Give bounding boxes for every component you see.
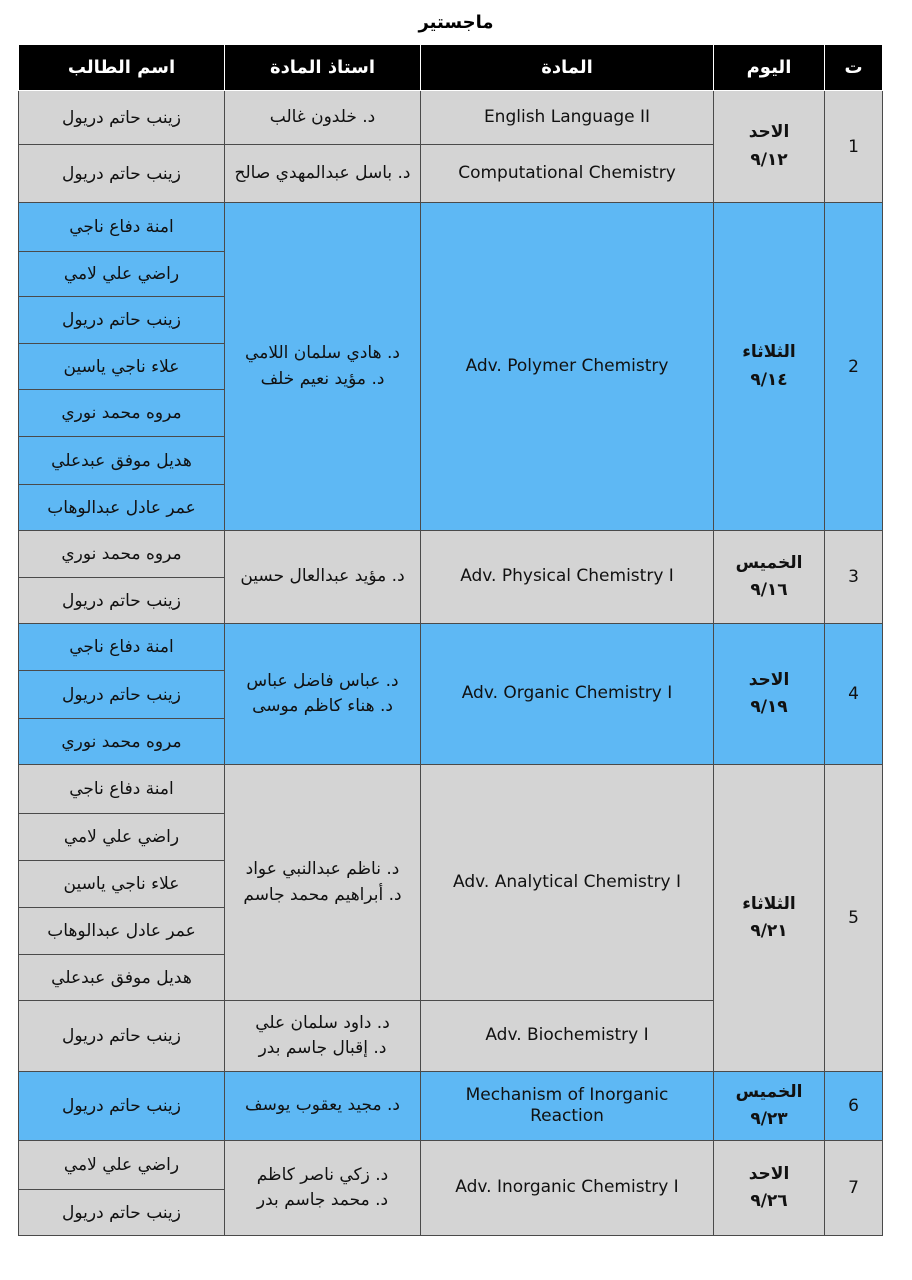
- student-name: عمر عادل عبدالوهاب: [19, 485, 225, 531]
- header-student: اسم الطالب: [19, 45, 225, 91]
- student-name: مروه محمد نوري: [19, 390, 225, 437]
- student-name: امنة دفاع ناجي: [19, 624, 225, 671]
- day-cell: [714, 765, 825, 1072]
- student-name: امنة دفاع ناجي: [19, 765, 225, 814]
- row-number: 3: [825, 531, 883, 624]
- row-number: 1: [825, 91, 883, 203]
- header-row: [19, 45, 883, 91]
- professor-cell: [225, 624, 421, 765]
- course-name: Adv. Physical Chemistry I: [421, 531, 714, 624]
- student-name: مروه محمد نوري: [19, 531, 225, 578]
- student-name: مروه محمد نوري: [19, 719, 225, 765]
- table-row: [19, 91, 883, 145]
- professor-name: د. مجيد يعقوب يوسف: [245, 1095, 400, 1116]
- day-name: الخميس: [735, 552, 803, 573]
- professor-cell: [225, 1072, 421, 1141]
- table-row: [19, 624, 883, 671]
- professor-name: د. أبراهيم محمد جاسم: [243, 884, 402, 905]
- row-number: 6: [825, 1072, 883, 1141]
- table-row: [19, 1072, 883, 1141]
- header-day: اليوم: [714, 45, 825, 91]
- professor-name: د. داود سلمان علي: [255, 1012, 390, 1033]
- header-professor: استاذ المادة: [225, 45, 421, 91]
- page-title: ماجستير: [418, 12, 494, 33]
- student-name: راضي علي لامي: [19, 252, 225, 297]
- student-name: زينب حاتم دريول: [19, 91, 225, 145]
- day-name: الثلاثاء: [742, 893, 796, 914]
- table-row: [19, 1141, 883, 1190]
- professor-name: د. مؤيد عبدالعال حسين: [240, 566, 405, 587]
- professor-name: د. عباس فاضل عباس: [246, 670, 399, 691]
- professor-name: د. مؤيد نعيم خلف: [260, 368, 385, 389]
- professor-name: د. زكي ناصر كاظم: [256, 1164, 389, 1185]
- day-name: الاحد: [748, 669, 790, 690]
- table-row: [19, 531, 883, 578]
- student-name: زينب حاتم دريول: [19, 1190, 225, 1236]
- student-name: هديل موفق عبدعلي: [19, 955, 225, 1001]
- day-name: الاحد: [748, 122, 790, 143]
- student-name: علاء ناجي ياسين: [19, 344, 225, 390]
- day-date: ٩/١٩: [750, 697, 788, 717]
- day-date: ٩/١٢: [750, 149, 788, 170]
- student-name: عمر عادل عبدالوهاب: [19, 908, 225, 955]
- day-cell: [714, 91, 825, 203]
- professor-name: د. باسل عبدالمهدي صالح: [234, 162, 411, 183]
- student-name: زينب حاتم دريول: [19, 1072, 225, 1141]
- student-name: زينب حاتم دريول: [19, 145, 225, 203]
- day-cell: [714, 1141, 825, 1236]
- header-course: المادة: [421, 45, 714, 91]
- student-name: زينب حاتم دريول: [19, 1001, 225, 1072]
- professor-cell: [225, 145, 421, 203]
- professor-name: د. خلدون غالب: [269, 106, 376, 127]
- student-name: راضي علي لامي: [19, 814, 225, 861]
- professor-cell: [225, 203, 421, 531]
- day-name: الثلاثاء: [742, 342, 796, 363]
- course-name: Adv. Polymer Chemistry: [421, 203, 714, 531]
- day-date: ٩/١٦: [750, 580, 788, 600]
- course-name: Adv. Inorganic Chemistry I: [421, 1141, 714, 1236]
- row-number: 2: [825, 203, 883, 531]
- student-name: راضي علي لامي: [19, 1141, 225, 1190]
- course-name: Computational Chemistry: [421, 145, 714, 203]
- course-name: English Language II: [421, 91, 714, 145]
- professor-cell: [225, 1001, 421, 1072]
- student-name: زينب حاتم دريول: [19, 578, 225, 624]
- course-name: Mechanism of Inorganic Reaction: [421, 1072, 714, 1141]
- day-cell: [714, 203, 825, 531]
- day-date: ٩/٢٦: [750, 1191, 788, 1211]
- professor-name: د. إقبال جاسم بدر: [258, 1038, 387, 1058]
- row-number: 4: [825, 624, 883, 765]
- course-name: Adv. Biochemistry I: [421, 1001, 714, 1072]
- course-name: Adv. Organic Chemistry I: [421, 624, 714, 765]
- schedule-body: [19, 91, 883, 1236]
- day-cell: [714, 531, 825, 624]
- professor-name: د. محمد جاسم بدر: [256, 1190, 389, 1210]
- professor-name: د. هادي سلمان اللامي: [245, 343, 400, 363]
- student-name: زينب حاتم دريول: [19, 671, 225, 719]
- day-cell: [714, 624, 825, 765]
- student-name: هديل موفق عبدعلي: [19, 437, 225, 485]
- professor-name: د. ناظم عبدالنبي عواد: [245, 859, 400, 879]
- day-date: ٩/٢٣: [750, 1109, 788, 1129]
- student-name: علاء ناجي ياسين: [19, 861, 225, 908]
- row-number: 7: [825, 1141, 883, 1236]
- professor-cell: [225, 531, 421, 624]
- day-name: الخميس: [735, 1081, 803, 1102]
- professor-cell: [225, 765, 421, 1001]
- table-row: [19, 765, 883, 814]
- course-name: Adv. Analytical Chemistry I: [421, 765, 714, 1001]
- student-name: امنة دفاع ناجي: [19, 203, 225, 252]
- day-cell: [714, 1072, 825, 1141]
- professor-cell: [225, 1141, 421, 1236]
- day-name: الاحد: [748, 1163, 790, 1184]
- student-name: زينب حاتم دريول: [19, 297, 225, 344]
- header-index: ت: [825, 45, 883, 91]
- professor-cell: [225, 91, 421, 145]
- day-date: ٩/٢١: [750, 921, 788, 941]
- row-number: 5: [825, 765, 883, 1072]
- professor-name: د. هناء كاظم موسى: [252, 696, 393, 716]
- table-row: [19, 203, 883, 252]
- day-date: ٩/١٤: [750, 369, 788, 390]
- schedule-table: [18, 44, 883, 1236]
